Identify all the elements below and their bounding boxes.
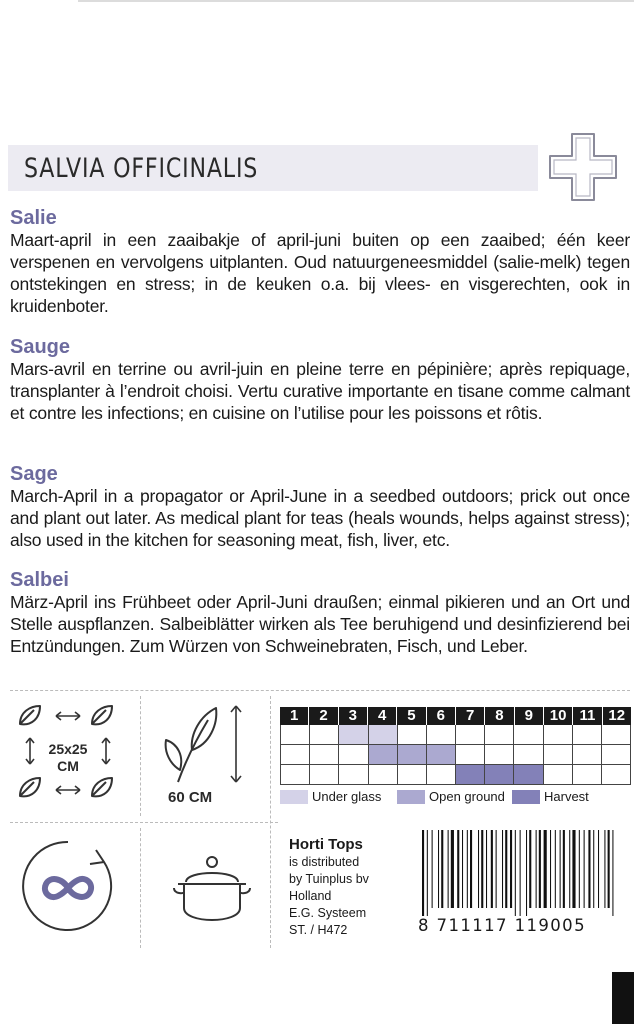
divider-vertical-top bbox=[140, 696, 141, 816]
barcode-bar bbox=[555, 830, 556, 908]
calendar-cell bbox=[398, 725, 427, 744]
calendar-month-header bbox=[280, 707, 631, 725]
distributor-line: by Tuinplus bv bbox=[289, 872, 369, 886]
month-5: 5 bbox=[397, 707, 426, 725]
barcode-bar bbox=[448, 830, 449, 908]
calendar-cell bbox=[544, 765, 573, 784]
barcode-bar bbox=[515, 830, 516, 916]
calendar-cell bbox=[573, 765, 602, 784]
calendar-cell bbox=[398, 745, 427, 764]
barcode-bar bbox=[536, 830, 537, 908]
calendar-cell bbox=[544, 745, 573, 764]
barcode-bar bbox=[529, 830, 531, 908]
sowing-calendar bbox=[280, 707, 631, 785]
barcode-bar bbox=[593, 830, 594, 908]
legend-harvest: Harvest bbox=[512, 789, 589, 804]
calendar-cell bbox=[310, 765, 339, 784]
barcode-bar bbox=[502, 830, 503, 908]
cooking-pot-icon bbox=[170, 852, 254, 936]
distributor-line: ST. / H472 bbox=[289, 923, 348, 937]
barcode-bar bbox=[427, 830, 428, 916]
legend-swatch bbox=[280, 790, 308, 804]
divider-top bbox=[10, 690, 630, 691]
month-4: 4 bbox=[368, 707, 397, 725]
barcode-bar bbox=[510, 830, 512, 908]
calendar-cell bbox=[544, 725, 573, 744]
calendar-cell bbox=[310, 725, 339, 744]
section-dutch bbox=[10, 207, 630, 317]
calendar-cell bbox=[310, 745, 339, 764]
calendar-cell bbox=[339, 765, 368, 784]
barcode-bar bbox=[526, 830, 527, 916]
barcode-bar bbox=[462, 830, 463, 908]
legend-swatch bbox=[397, 790, 425, 804]
barcode-bar bbox=[422, 830, 424, 916]
month-3: 3 bbox=[339, 707, 368, 725]
barcode-bar bbox=[608, 830, 610, 908]
month-12: 12 bbox=[603, 707, 631, 725]
section-text: March-April in a propagator or April-June in a seedbed outdoors; prick out once and plant out later. As medical plant for teas (heals wounds, helps against stress); also used in the kitchen for seasoning meat, fish, liver, etc. bbox=[10, 486, 630, 550]
calendar-cell bbox=[427, 765, 456, 784]
legend-swatch bbox=[512, 790, 540, 804]
barcode-bar bbox=[491, 830, 493, 908]
section-text: März-April ins Frühbeet oder April-Juni draußen; einmal pikieren und an Ort und Stelle auspflanzen. Salbeiblätter wirken als Tee beruhigend und desinfizierend bei Entzündungen. Zum Würzen von Schweinebraten, Fisch, und Leber. bbox=[10, 592, 630, 656]
barcode-bar bbox=[604, 830, 605, 908]
distributor-line: is distributed bbox=[289, 855, 360, 869]
calendar-cell bbox=[456, 745, 485, 764]
section-german bbox=[10, 569, 630, 657]
section-text: Mars-avril en terrine ou avril-juin en pleine terre en pépinière; après repiquage, transplanter à l’endroit choisi. Vertu curative importante en tisane comme calmant et contre les infections; en cuisine on l’utilise pour les poissons et rôtis. bbox=[10, 359, 630, 423]
calendar-cell bbox=[485, 745, 514, 764]
calendar-cell bbox=[485, 765, 514, 784]
title-band bbox=[8, 145, 538, 191]
barcode-bar bbox=[563, 830, 565, 908]
calendar-cell bbox=[427, 725, 456, 744]
barcode-bar bbox=[569, 830, 570, 908]
barcode-bar bbox=[441, 830, 443, 908]
calendar-cell bbox=[573, 745, 602, 764]
calendar-cell bbox=[280, 745, 310, 764]
section-heading: Sage bbox=[10, 463, 58, 485]
barcode-bar bbox=[584, 830, 585, 908]
barcode-bar bbox=[432, 830, 433, 908]
barcode-bar bbox=[457, 830, 459, 908]
barcode-number: 8 711117 119005 bbox=[418, 916, 586, 935]
perennial-infinity-icon bbox=[18, 836, 118, 936]
month-1: 1 bbox=[280, 707, 309, 725]
legend-under-glass: Under glass bbox=[280, 789, 381, 804]
calendar-cell bbox=[602, 745, 631, 764]
plus-cross-icon bbox=[548, 132, 618, 202]
barcode-bar bbox=[520, 830, 521, 916]
calendar-row bbox=[280, 765, 631, 785]
barcode-bar bbox=[486, 830, 487, 908]
height-label: 60 CM bbox=[168, 789, 213, 806]
page-title: SALVIA OFFICINALIS bbox=[24, 153, 259, 184]
month-9: 9 bbox=[515, 707, 544, 725]
barcode-bar bbox=[478, 830, 479, 908]
calendar-cell bbox=[339, 745, 368, 764]
calendar-legend bbox=[280, 789, 631, 807]
spacing-label: 25x25 CM bbox=[48, 741, 88, 774]
distributor-info bbox=[289, 836, 399, 939]
calendar-row bbox=[280, 745, 631, 765]
calendar-cell bbox=[427, 745, 456, 764]
section-english bbox=[10, 463, 630, 551]
calendar-cell bbox=[485, 725, 514, 744]
barcode-bar bbox=[544, 830, 547, 908]
brand-name: Horti Tops bbox=[289, 836, 363, 853]
calendar-cell bbox=[369, 765, 398, 784]
barcode-bar bbox=[505, 830, 507, 908]
calendar-cell bbox=[456, 765, 485, 784]
calendar-cell bbox=[602, 725, 631, 744]
month-11: 11 bbox=[573, 707, 602, 725]
month-6: 6 bbox=[427, 707, 456, 725]
calendar-cell bbox=[369, 725, 398, 744]
calendar-cell bbox=[514, 745, 543, 764]
section-heading: Salbei bbox=[10, 569, 69, 591]
distributor-line: Holland bbox=[289, 889, 332, 903]
barcode-bar bbox=[588, 830, 590, 908]
top-border-line bbox=[78, 0, 634, 2]
barcode-bar bbox=[612, 830, 613, 916]
calendar-cell bbox=[398, 765, 427, 784]
barcode-bar bbox=[550, 830, 551, 908]
month-7: 7 bbox=[456, 707, 485, 725]
edge-marker bbox=[612, 972, 634, 1024]
calendar-cell bbox=[456, 725, 485, 744]
barcode-bar bbox=[539, 830, 541, 908]
calendar-cell bbox=[514, 765, 543, 784]
barcode-bar bbox=[579, 830, 580, 908]
divider-vertical-bottom bbox=[140, 828, 141, 948]
section-heading: Sauge bbox=[10, 336, 71, 358]
barcode-bar bbox=[438, 830, 439, 908]
barcode-bar bbox=[467, 830, 468, 908]
section-text: Maart-april in een zaaibakje of april-juni buiten op een zaaibed; één keer verspenen en vervolgens uitplanten. Oud natuurgeneesmiddel (salie-melk) tegen ontstekingen en stress; in de keuken o.a. bij vlees- en visgerechten, ook in kruidenboter. bbox=[10, 230, 630, 316]
month-8: 8 bbox=[485, 707, 514, 725]
calendar-cell bbox=[280, 725, 310, 744]
section-french bbox=[10, 336, 630, 424]
plant-height-icon bbox=[156, 700, 252, 790]
divider-vertical-right bbox=[270, 696, 271, 948]
calendar-cell bbox=[339, 725, 368, 744]
distributor-line: E.G. Systeem bbox=[289, 906, 367, 920]
barcode-bar bbox=[572, 830, 575, 908]
legend-open-ground: Open ground bbox=[397, 789, 505, 804]
calendar-cell bbox=[514, 725, 543, 744]
barcode-bar bbox=[481, 830, 483, 908]
barcode-bar bbox=[560, 830, 561, 908]
calendar-cell bbox=[573, 725, 602, 744]
divider-middle bbox=[10, 822, 278, 823]
barcode-icon bbox=[420, 830, 622, 916]
calendar-cell bbox=[369, 745, 398, 764]
calendar-cell bbox=[280, 765, 310, 784]
section-heading: Salie bbox=[10, 207, 57, 229]
month-2: 2 bbox=[309, 707, 338, 725]
calendar-row bbox=[280, 725, 631, 745]
barcode-bar bbox=[598, 830, 599, 908]
barcode-bar bbox=[496, 830, 497, 908]
month-10: 10 bbox=[544, 707, 573, 725]
calendar-cell bbox=[602, 765, 631, 784]
barcode-bar bbox=[451, 830, 454, 908]
barcode-bar bbox=[470, 830, 472, 908]
